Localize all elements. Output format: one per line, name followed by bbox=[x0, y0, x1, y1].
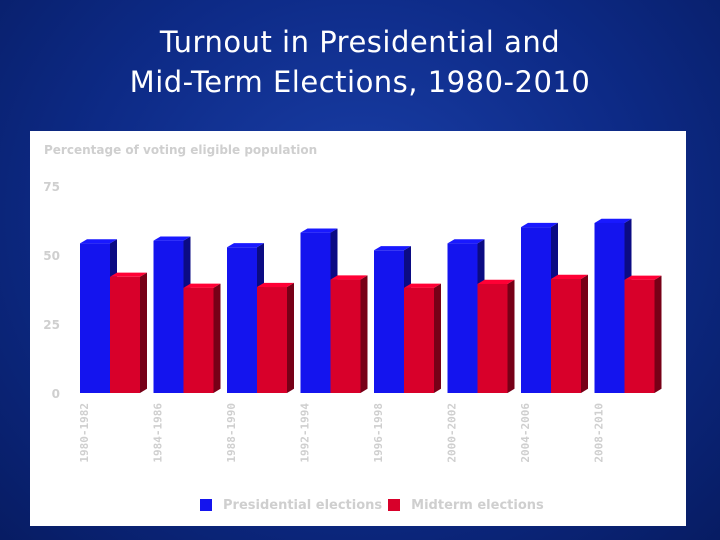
legend-item-midterm bbox=[388, 498, 544, 513]
slide-title-line-1: Turnout in Presidential and bbox=[159, 25, 561, 59]
bar-midterm bbox=[331, 280, 361, 393]
x-tick-label: 2000-2002 bbox=[445, 403, 459, 463]
x-tick-label: 1992-1994 bbox=[298, 403, 312, 463]
bar-midterm bbox=[257, 287, 287, 393]
y-tick-label: 25 bbox=[43, 318, 60, 332]
bar-chart bbox=[30, 131, 686, 526]
legend-item-presidential bbox=[200, 498, 382, 513]
bar-side bbox=[434, 284, 441, 393]
bar-side bbox=[581, 275, 588, 393]
bar-midterm bbox=[404, 288, 434, 393]
bar-presidential bbox=[448, 243, 478, 393]
bar-midterm bbox=[184, 288, 214, 393]
legend-swatch-midterm bbox=[388, 499, 400, 511]
bar-midterm bbox=[110, 277, 140, 393]
x-tick-label: 1980-1982 bbox=[78, 403, 91, 463]
bar-presidential bbox=[154, 241, 184, 393]
bar-presidential bbox=[227, 247, 257, 393]
y-tick-label: 75 bbox=[43, 180, 60, 194]
x-tick-label: 1984-1986 bbox=[151, 403, 165, 463]
bar-presidential bbox=[80, 243, 110, 393]
bar-presidential bbox=[521, 227, 551, 393]
x-tick-label: 1988-1990 bbox=[225, 403, 238, 463]
bar-midterm bbox=[551, 279, 581, 393]
legend-label-midterm: Midterm elections bbox=[411, 497, 544, 513]
slide-title-line-2: Mid-Term Elections, 1980-2010 bbox=[129, 65, 591, 99]
bar-midterm bbox=[625, 280, 655, 393]
x-tick-label: 2008-2010 bbox=[592, 403, 606, 463]
bar-midterm bbox=[478, 284, 508, 393]
bar-side bbox=[655, 276, 662, 393]
chart-legend bbox=[200, 495, 550, 515]
bar-side bbox=[361, 275, 368, 393]
legend-label-presidential: Presidential elections bbox=[223, 497, 383, 513]
bar-side bbox=[508, 280, 515, 393]
bar-side bbox=[140, 273, 147, 393]
x-tick-label: 1996-1998 bbox=[372, 403, 385, 463]
chart-subtitle: Percentage of voting eligible population bbox=[44, 143, 318, 157]
bar-side bbox=[287, 283, 294, 393]
slide-title bbox=[0, 22, 720, 102]
bar-presidential bbox=[374, 250, 404, 393]
y-tick-label: 50 bbox=[43, 249, 60, 263]
bar-presidential bbox=[301, 233, 331, 393]
bar-presidential bbox=[595, 223, 625, 393]
x-tick-label: 2004-2006 bbox=[519, 403, 532, 463]
legend-swatch-presidential bbox=[200, 499, 212, 511]
y-tick-label: 0 bbox=[51, 387, 60, 401]
bar-side bbox=[214, 284, 221, 393]
chart-panel bbox=[30, 131, 686, 526]
